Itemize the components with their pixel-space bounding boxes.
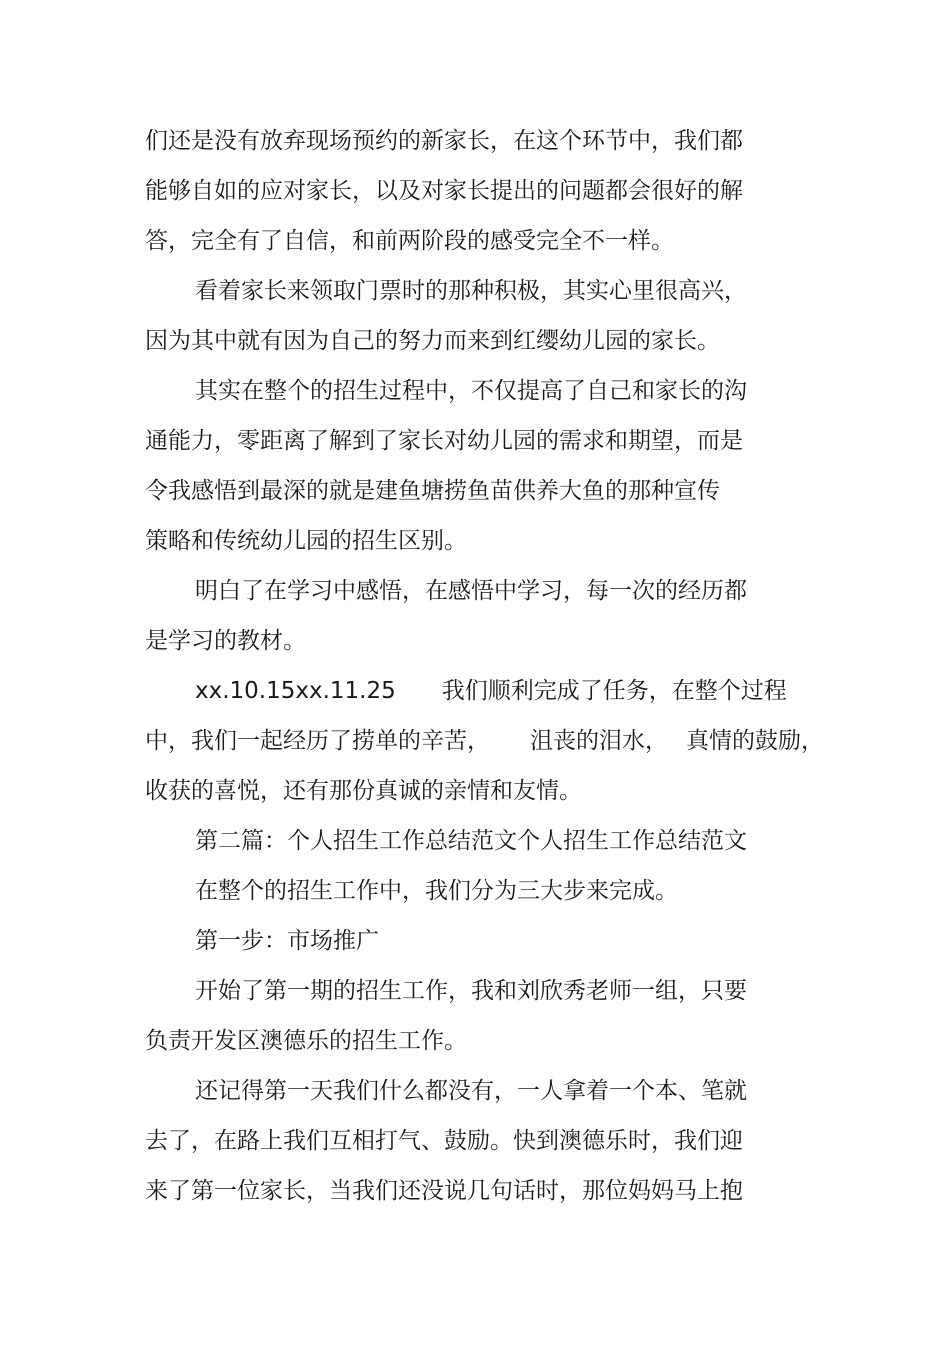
text-line: 去了，在路上我们互相打气、鼓励。快到澳德乐时，我们迎: [145, 1128, 743, 1154]
text-segment: 中，我们一起经历了捞单的辛苦，: [145, 728, 490, 754]
paragraph-start-line: 其实在整个的招生过程中，不仅提高了自己和家长的沟: [195, 378, 747, 404]
text-line: 负责开发区澳德乐的招生工作。: [145, 1028, 467, 1054]
text-line: 收获的喜悦，还有那份真诚的亲情和友情。: [145, 778, 582, 804]
paragraph-start-line: 还记得第一天我们什么都没有，一人拿着一个本、笔就: [195, 1078, 747, 1104]
text-line: 策略和传统幼儿园的招生区别。: [145, 528, 467, 554]
text-line: 来了第一位家长，当我们还没说几句话时，那位妈妈马上抱: [145, 1178, 743, 1204]
section-heading: 第二篇：个人招生工作总结范文个人招生工作总结范文: [195, 828, 747, 854]
paragraph-start-line: 看着家长来领取门票时的那种积极，其实心里很高兴，: [195, 278, 747, 304]
text-line: 通能力，零距离了解到了家长对幼儿园的需求和期望，而是: [145, 428, 743, 454]
text-line: 令我感悟到最深的就是建鱼塘捞鱼苗供养大鱼的那种宣传: [145, 478, 720, 504]
text-line: 因为其中就有因为自己的努力而来到红缨幼儿园的家长。: [145, 328, 720, 354]
paragraph-start-line: 明白了在学习中感悟，在感悟中学习，每一次的经历都: [195, 578, 747, 604]
text-segment: 沮丧的泪水，: [530, 728, 668, 754]
paragraph-start-line: 开始了第一期的招生工作，我和刘欣秀老师一组，只要: [195, 978, 747, 1004]
date-range: xx.10.15xx.11.25: [195, 678, 396, 704]
text-segment: 我们顺利完成了任务，在整个过程: [441, 678, 787, 704]
text-line: 们还是没有放弃现场预约的新家长，在这个环节中，我们都: [145, 128, 743, 154]
text-line: [145, 727, 824, 755]
text-line: 是学习的教材。: [145, 628, 306, 654]
date-range-line: [195, 677, 787, 705]
step-heading: 第一步：市场推广: [195, 928, 379, 954]
text-line: 能够自如的应对家长，以及对家长提出的问题都会很好的解: [145, 178, 743, 204]
text-segment: 真情的鼓励，: [686, 728, 824, 754]
text-line: 答，完全有了自信，和前两阶段的感受完全不一样。: [145, 228, 674, 254]
paragraph-start-line: 在整个的招生工作中，我们分为三大步来完成。: [195, 878, 678, 904]
